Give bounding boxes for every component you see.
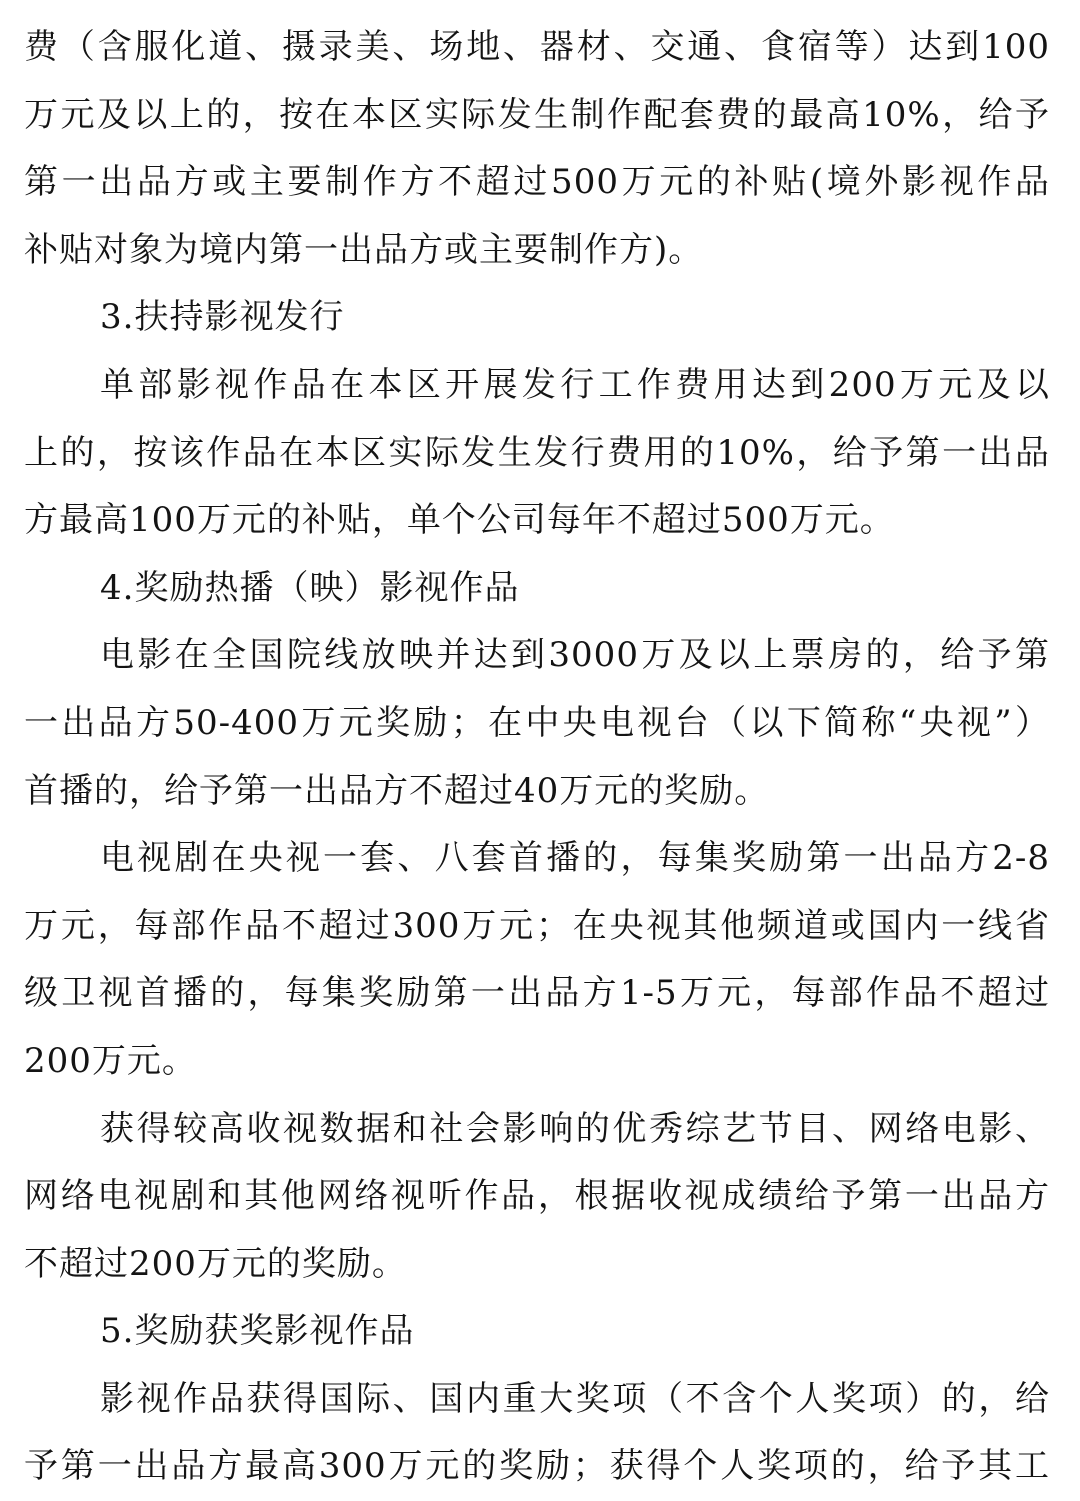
body-text-line: 费（含服化道、摄录美、场地、器材、交通、食宿等）达到100 (24, 27, 1050, 67)
body-text-line: 万元，每部作品不超过300万元；在央视其他频道或国内一线省 (24, 905, 1050, 946)
body-text-line: 首播的，给予第一出品方不超过40万元的奖励。 (24, 770, 770, 811)
body-text-line: 电影在全国院线放映并达到3000万及以上票房的，给予第 (100, 635, 1050, 676)
section-heading: 3.扶持影视发行 (100, 297, 345, 338)
body-text-line: 一出品方50-400万元奖励；在中央电视台（以下简称“央视”） (24, 702, 1050, 743)
body-text-line: 影视作品获得国际、国内重大奖项（不含个人奖项）的，给 (100, 1378, 1050, 1419)
body-text-line: 电视剧在央视一套、八套首播的，每集奖励第一出品方2-8 (100, 838, 1050, 879)
body-text-line: 予第一出品方最高300万元的奖励；获得个人奖项的，给予其工 (24, 1446, 1050, 1487)
body-text-line: 万元及以上的，按在本区实际发生制作配套费的最高10%，给予 (24, 94, 1050, 135)
body-text-line: 第一出品方或主要制作方不超过500万元的补贴(境外影视作品 (24, 162, 1050, 203)
body-text-line: 单部影视作品在本区开展发行工作费用达到200万元及以 (100, 364, 1050, 405)
body-text-line: 方最高100万元的补贴，单个公司每年不超过500万元。 (24, 500, 895, 541)
body-text-line: 不超过200万元的奖励。 (24, 1243, 407, 1284)
body-text-line: 上的，按该作品在本区实际发生发行费用的10%，给予第一出品 (24, 432, 1050, 473)
body-text-line: 获得较高收视数据和社会影响的优秀综艺节目、网络电影、 (100, 1108, 1050, 1149)
section-heading: 4.奖励热播（映）影视作品 (100, 567, 520, 608)
body-text-line: 级卫视首播的，每集奖励第一出品方1-5万元，每部作品不超过 (24, 973, 1050, 1014)
body-text-line: 网络电视剧和其他网络视听作品，根据收视成绩给予第一出品方 (24, 1176, 1050, 1217)
body-text-line: 200万元。 (24, 1040, 197, 1081)
section-heading: 5.奖励获奖影视作品 (100, 1311, 415, 1352)
body-text-line: 补贴对象为境内第一出品方或主要制作方)。 (24, 229, 704, 270)
